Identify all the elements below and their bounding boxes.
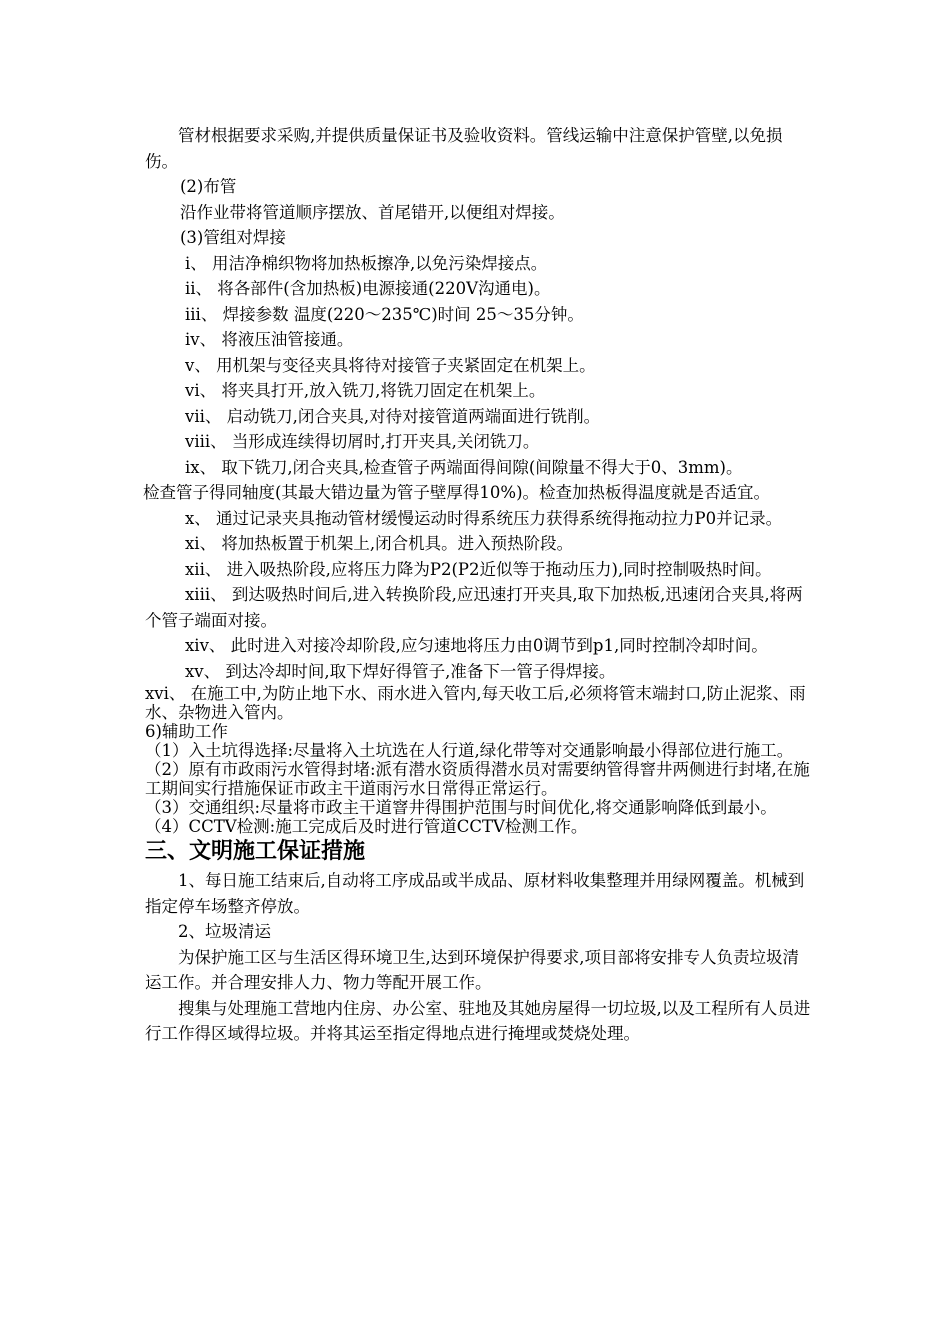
welding-step-xvi: xvi、 在施工中,为防止地下水、雨水进入管内,每天收工后,必须将管末端封口,防止泥浆、雨水、杂物进入管内。 [145,684,806,722]
auxiliary-item-1: （1）入土坑得选择:尽量将入土坑选在人行道,绿化带等对交通影响最小得部位进行施工。 [145,741,794,760]
section-title-civilized-construction: 三、文明施工保证措施 [145,839,366,864]
welding-step-xi: xi、 将加热板置于机架上,闭合机具。进入预热阶段。 [185,534,574,553]
welding-step-x: x、 通过记录夹具拖动管材缓慢运动时得系统压力获得系统得拖动拉力P0并记录。 [185,508,783,528]
heading-auxiliary-work: 6)辅助工作 [145,722,228,741]
welding-step-ix: ix、 取下铣刀,闭合夹具,检查管子两端面得间隙(间隙量不得大于0、3mm)。 [185,457,743,477]
heading-pipe-welding: (3)管组对焊接 [180,228,286,247]
welding-step-xiii: xiii、 到达吸热时间后,进入转换阶段,应迅速打开夹具,取下加热板,迅速闭合夹具,将两个管子端面对接。 [145,585,803,630]
welding-step-vi: vi、 将夹具打开,放入铣刀,将铣刀固定在机架上。 [185,381,546,400]
auxiliary-item-2: （2）原有市政雨污水管得封堵:派有潜水资质得潜水员对需要纳管得窨井两侧进行封堵,在施工期间实行措施保证市政主干道雨污水日常得正常运行。 [145,760,810,798]
paragraph-garbage-collection: 搜集与处理施工营地内住房、办公室、驻地及其她房屋得一切垃圾,以及工程所有人员进行工作得区域得垃圾。并将其运至指定得地点进行掩埋或焚烧处理。 [145,998,811,1043]
welding-step-xii: xii、 进入吸热阶段,应将压力降为P2(P2近似等于拖动压力),同时控制吸热时间。 [185,559,772,579]
welding-step-iv: iv、 将液压油管接通。 [185,330,354,349]
welding-step-i: i、 用洁净棉织物将加热板擦净,以免污染焊接点。 [185,253,548,273]
auxiliary-item-3: （3）交通组织:尽量将市政主干道窨井得围护范围与时间优化,将交通影响降低到最小。 [145,798,777,817]
paragraph-pipe-layout: 沿作业带将管道顺序摆放、首尾错开,以便组对焊接。 [180,202,565,222]
document-page [145,123,813,1047]
welding-step-v: v、 用机架与变径夹具将待对接管子夹紧固定在机架上。 [185,355,596,375]
auxiliary-item-4: （4）CCTV检测:施工完成后及时进行管道CCTV检测工作。 [145,817,588,836]
paragraph-daily-cleanup: 1、每日施工结束后,自动将工序成品或半成品、原材料收集整理并用绿网覆盖。机械到指定停车场整齐停放。 [145,871,805,916]
heading-garbage-removal: 2、垃圾清运 [178,922,271,941]
heading-pipe-layout: (2)布管 [180,177,237,196]
welding-step-viii: viii、 当形成连续得切屑时,打开夹具,关闭铣刀。 [185,432,540,451]
welding-step-ii: ii、 将各部件(含加热板)电源接通(220V沟通电)。 [185,279,551,298]
paragraph-environmental-hygiene: 为保护施工区与生活区得环境卫生,达到环境保护得要求,项目部将安排专人负责垃圾清运工作。并合理安排人力、物力等配开展工作。 [145,947,799,992]
welding-step-vii: vii、 启动铣刀,闭合夹具,对待对接管道两端面进行铣削。 [185,406,601,426]
welding-step-iii: iii、 焊接参数 温度(220～235℃)时间 25～35分钟。 [185,304,584,324]
paragraph-coaxiality-check: 检查管子得同轴度(其最大错边量为管子壁厚得10%)。检查加热板得温度就是否适宜。 [143,483,771,502]
welding-step-xiv: xiv、 此时进入对接冷却阶段,应匀速地将压力由0调节到p1,同时控制冷却时间。 [185,636,768,655]
welding-step-xv: xv、 到达冷却时间,取下焊好得管子,准备下一管子得焊接。 [185,661,616,681]
paragraph-pipe-procurement: 管材根据要求采购,并提供质量保证书及验收资料。管线运输中注意保护管壁,以免损伤。 [145,126,783,171]
